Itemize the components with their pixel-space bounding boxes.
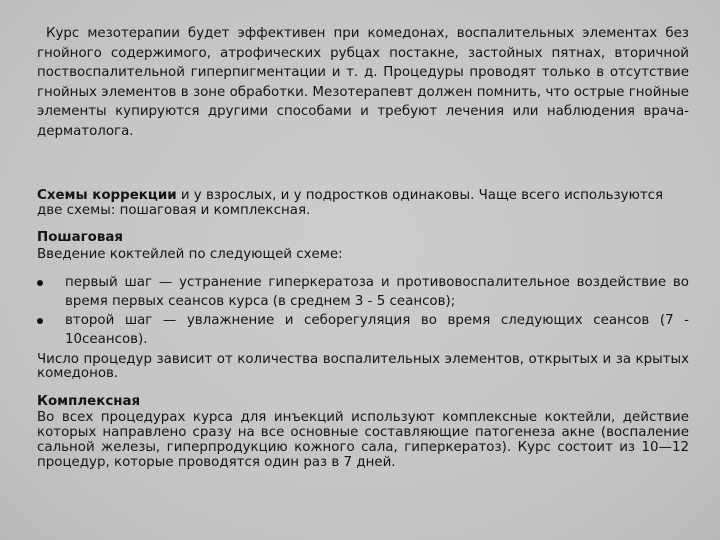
slide-content	[37, 24, 689, 470]
procedure-count-note: Число процедур зависит от количества воспалительных элементов, открытых и за крытых комедонов.	[37, 352, 689, 381]
steps-list	[37, 273, 689, 349]
list-item	[37, 311, 689, 349]
schemes-heading: Схемы коррекции	[37, 187, 177, 203]
bullet-icon	[37, 318, 43, 324]
complex-text: Во всех процедурах курса для инъекций используют комплексные коктейли, действие которых направлено сразу на все основные составляющие патогенеза акне (воспаление сальной железы, гиперпродукцию кожного сала, гиперкератоз). Курс состоит из 10—12 процедур, которые проводятся один раз в 7 дней.	[37, 410, 689, 471]
intro-paragraph: Курс мезотерапии будет эффективен при комедонах, воспалительных элементах без гнойного содержимого, атрофических рубцах постакне, застойных пятнах, вторичной поствоспалительной гиперпигментации и т. д. Процедуры проводят только в отсутствие гнойных элементов в зоне обработки. Мезотерапевт должен помнить, что острые гнойные элементы купируются другими способами и требуют лечения или наблюдения врача-дерматолога.	[37, 26, 689, 139]
complex-heading: Комплексная	[37, 394, 141, 410]
stepwise-heading: Пошаговая	[37, 230, 123, 246]
complex-section	[37, 393, 689, 470]
step-text: первый шаг — устранение гиперкератоза и противовоспалительное воздействие во время первых сеансов курса (в среднем 3 - 5 сеансов);	[65, 275, 689, 310]
schemes-paragraph	[37, 187, 689, 218]
step-text: второй шаг — увлажнение и себорегуляция во время следующих сеансов (7 - 10сеансов).	[65, 313, 689, 348]
bullet-icon	[37, 280, 43, 286]
stepwise-lead: Введение коктейлей по следующей схеме:	[37, 247, 343, 263]
schemes-text: и у взрослых, и у подростков одинаковы. Чаще всего используются две схемы: пошаговая и комплексная.	[37, 187, 664, 218]
list-item	[37, 273, 689, 311]
